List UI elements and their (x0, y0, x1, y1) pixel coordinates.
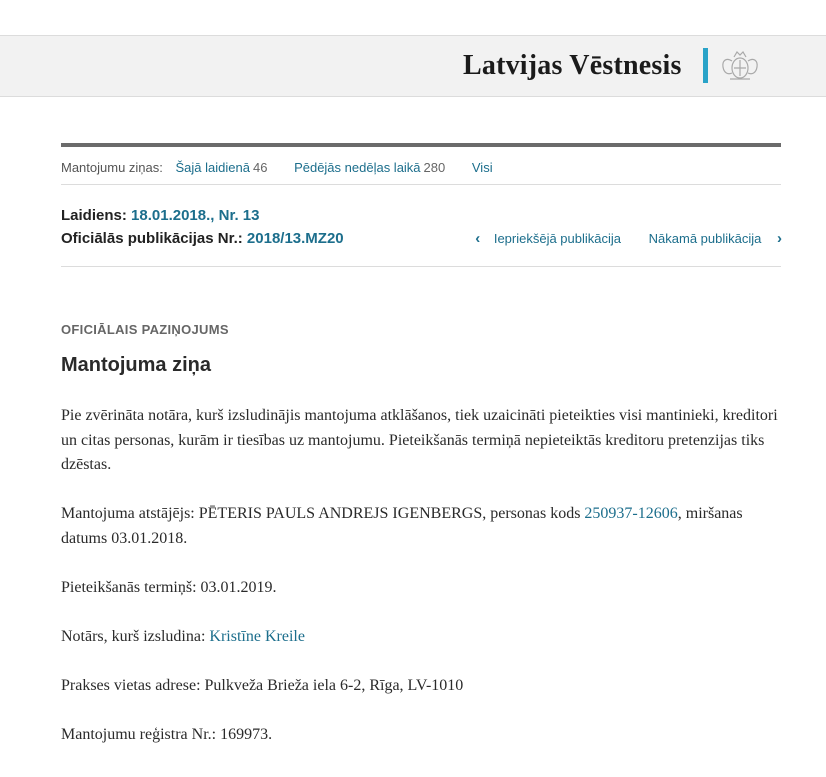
issue-info (61, 204, 344, 250)
decedent-text: Mantojuma atstājējs: PĒTERIS PAULS ANDREJS IGENBERGS, personas kods (61, 505, 585, 522)
next-publication-label: Nākamā publikācija (648, 231, 762, 246)
site-logo-text[interactable]: Latvijas Vēstnesis (463, 50, 682, 81)
publication-number-label: Oficiālās publikācijas Nr.: (61, 230, 243, 247)
notary-name-link[interactable]: Kristīne Kreile (209, 627, 305, 645)
address-paragraph: Prakses vietas adrese: Pulkveža Brieža iela 6-2, Rīga, LV-1010 (61, 676, 464, 694)
previous-publication-link[interactable] (475, 231, 648, 246)
inheritance-news-nav (61, 160, 516, 175)
subnav-count: 280 (423, 160, 446, 175)
personal-code-link[interactable]: 250937-12606 (584, 505, 678, 522)
subnav-link-label: Šajā laidienā (175, 160, 250, 175)
section-divider-thick (61, 143, 781, 147)
notary-label: Notārs, kurš izsludina: (61, 627, 210, 645)
subnav-link-label: Pēdējās nedēļas laikā (294, 160, 421, 175)
coat-of-arms-icon[interactable] (718, 49, 762, 83)
subnav-link-last-week[interactable] (294, 160, 458, 175)
previous-publication-label: Iepriekšējā publikācija (493, 231, 622, 246)
divider (61, 184, 781, 185)
divider (61, 266, 781, 267)
death-date-text: , miršanas datums 03.01.2018. (61, 505, 743, 547)
notary-paragraph (61, 625, 781, 650)
site-header (0, 35, 826, 97)
article-intro: Pie zvērināta notāra, kurš izsludinājis mantojuma atklāšanos, tiek uzaicināti pieteikties visi mantinieki, kreditori un citas personas, kurām ir tiesības uz mantojumu. Pieteikšanās termiņā nepieteiktās kreditoru pretenzijas tiks dzēstas. (61, 407, 778, 473)
chevron-right-icon: › (777, 230, 782, 247)
issue-label: Laidiens: (61, 207, 127, 224)
issue-link[interactable]: 18.01.2018., Nr. 13 (131, 207, 260, 224)
subnav-link-label: Visi (471, 160, 493, 175)
article-title: Mantojuma ziņa (61, 354, 212, 376)
publication-navigation (475, 230, 782, 247)
subnav-link-this-issue[interactable] (176, 160, 281, 175)
next-publication-link[interactable] (649, 231, 782, 246)
subnav-link-all[interactable] (472, 160, 502, 175)
publication-number-link[interactable]: 2018/13.MZ20 (246, 230, 344, 247)
article-kicker: OFICIĀLAIS PAZIŅOJUMS (61, 322, 229, 337)
chevron-left-icon: ‹ (475, 230, 481, 247)
brand-accent-bar (703, 48, 708, 83)
registry-paragraph: Mantojumu reģistra Nr.: 169973. (61, 725, 273, 743)
article-body (61, 404, 781, 772)
subnav-label: Mantojumu ziņas: (61, 160, 163, 175)
subnav-count: 46 (252, 160, 268, 175)
deadline-paragraph: Pieteikšanās termiņš: 03.01.2019. (61, 578, 277, 596)
decedent-paragraph (61, 502, 781, 551)
